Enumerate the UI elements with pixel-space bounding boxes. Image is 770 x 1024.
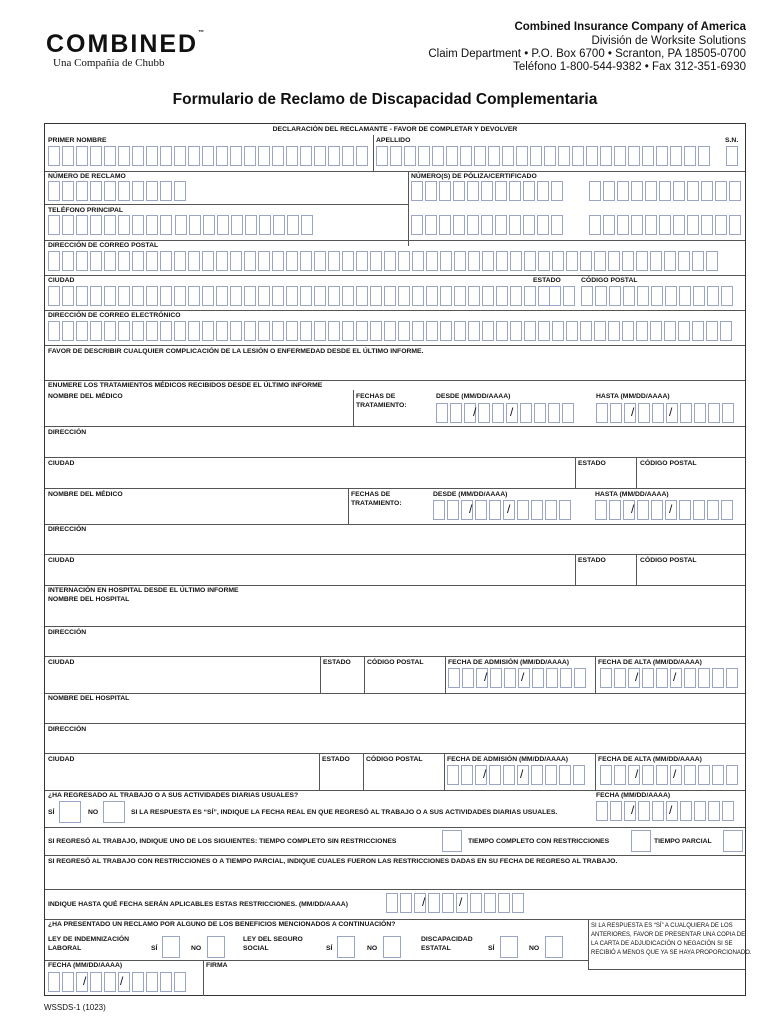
hospital-state-label-2: ESTADO <box>322 756 350 763</box>
signature-label: FIRMA <box>206 962 228 969</box>
phone-label: TELÉFONO PRINCIPAL <box>48 207 124 214</box>
restrictions-until-label: INDIQUE HASTA QUÉ FECHA SERÁN APLICABLES ESTAS RESTRICCIONES. (MM/DD/AAAA) <box>48 901 348 908</box>
last-name-label: APELLIDO <box>376 137 411 144</box>
form-code: WSSDS-1 (1023) <box>44 1003 106 1012</box>
benefits-note-2: ANTERIORES, FAVOR DE PRESENTAR UNA COPIA DE <box>591 932 746 938</box>
policy-number-label: NÚMERO(S) DE PÓLIZA/CERTIFICADO <box>411 173 537 180</box>
doctor-state-label-1: ESTADO <box>578 460 606 467</box>
claim-number-label: NÚMERO DE RECLAMO <box>48 173 126 180</box>
ss-yes-label: SÍ <box>326 945 333 952</box>
admit-date-label-1: FECHA DE ADMISIÓN (MM/DD/AAAA) <box>448 659 570 666</box>
mailing-address-boxes[interactable] <box>48 251 720 271</box>
policy-number-boxes-1[interactable] <box>411 181 565 201</box>
sd-no-checkbox[interactable] <box>545 936 563 958</box>
email-boxes[interactable] <box>48 321 734 341</box>
city-boxes[interactable] <box>48 286 552 306</box>
full-time-no-restrictions-checkbox[interactable] <box>442 830 462 852</box>
return-yes-label: SÍ <box>48 809 55 816</box>
doctor-zip-label-1: CÓDIGO POSTAL <box>640 460 697 467</box>
benefits-note-3: LA CARTA DE ADJUDICACIÓN O NEGACIÓN SI SE <box>591 941 733 947</box>
sd-yes-label: SÍ <box>488 945 495 952</box>
ss-no-label: NO <box>367 945 378 952</box>
middle-initial-box[interactable] <box>726 146 740 166</box>
company-address: Claim Department • P.O. Box 6700 • Scranton, PA 18505-0700 <box>428 48 746 60</box>
benefits-note-1: SI LA RESPUESTA ES “SÍ” A CUALQUIERA DE LOS <box>591 923 733 929</box>
part-time-checkbox[interactable] <box>723 830 743 852</box>
treatment-section-header: ENUMERE LOS TRATAMIENTOS MÉDICOS RECIBIDOS DESDE EL ÚLTIMO INFORME <box>48 382 323 389</box>
treatment-dates-label-2: FECHAS DE <box>351 491 391 498</box>
benefits-note-4: RECIBIÓ A MENOS QUE YA SE HAYA PROPORCIONADO. <box>591 950 752 956</box>
signature-date-boxes[interactable] <box>48 972 188 992</box>
return-date-label: FECHA (MM/DD/AAAA) <box>596 792 671 799</box>
from-date-label-2: DESDE (MM/DD/AAAA) <box>433 491 508 498</box>
division-name: División de Worksite Solutions <box>591 35 746 47</box>
hospital-city-label-2: CIUDAD <box>48 756 75 763</box>
zip-label: CÓDIGO POSTAL <box>581 277 638 284</box>
hospital-state-label-1: ESTADO <box>323 659 351 666</box>
zip-boxes[interactable] <box>581 286 735 306</box>
logo-tagline: Una Compañía de Chubb <box>53 57 165 69</box>
doctor-name-label-2: NOMBRE DEL MÉDICO <box>48 491 123 498</box>
from-date-boxes-1[interactable] <box>436 403 576 423</box>
hospital-city-label-1: CIUDAD <box>48 659 75 666</box>
hospital-zip-label-1: CÓDIGO POSTAL <box>367 659 424 666</box>
labor-yes-checkbox[interactable] <box>162 936 180 958</box>
social-security-label-2: SOCIAL <box>243 945 269 952</box>
to-date-boxes-2[interactable] <box>595 500 735 520</box>
state-disability-label-1: DISCAPACIDAD <box>421 936 473 943</box>
doctor-address-label-2: DIRECCIÓN <box>48 526 87 533</box>
return-work-question: ¿HA REGRESADO AL TRABAJO O A SUS ACTIVIDADES DIARIAS USUALES? <box>48 792 299 799</box>
returned-type-label: SI REGRESÓ AL TRABAJO, INDIQUE UNO DE LOS SIGUIENTES: TIEMPO COMPLETO SIN RESTRICCIONES <box>48 838 397 845</box>
claimant-section-header: DECLARACIÓN DEL RECLAMANTE - FAVOR DE COMPLETAR Y DEVOLVER <box>272 126 518 133</box>
first-name-label: PRIMER NOMBRE <box>48 137 107 144</box>
hospital-section-header: INTERNACIÓN EN HOSPITAL DESDE EL ÚLTIMO INFORME <box>48 587 239 594</box>
signature-field[interactable] <box>209 970 743 994</box>
from-date-boxes-2[interactable] <box>433 500 573 520</box>
first-name-boxes[interactable] <box>48 146 370 166</box>
state-label: ESTADO <box>533 277 561 284</box>
phone-number-boxes[interactable] <box>175 215 315 235</box>
form-title: Formulario de Reclamo de Discapacidad Complementaria <box>172 91 598 108</box>
claim-number-boxes[interactable] <box>48 181 188 201</box>
doctor-address-label-1: DIRECCIÓN <box>48 429 87 436</box>
restrictions-until-boxes[interactable] <box>386 893 526 913</box>
company-name: Combined Insurance Company of America <box>514 21 746 33</box>
return-date-boxes[interactable] <box>596 801 736 821</box>
discharge-date-label-2: FECHA DE ALTA (MM/DD/AAAA) <box>598 756 702 763</box>
to-date-boxes-1[interactable] <box>596 403 736 423</box>
labor-comp-label-1: LEY DE INDEMNIZACIÓN <box>48 936 130 943</box>
doctor-name-label-1: NOMBRE DEL MÉDICO <box>48 393 123 400</box>
discharge-date-boxes-2[interactable] <box>600 765 740 785</box>
sd-no-label: NO <box>529 945 540 952</box>
policy-number-boxes-3[interactable] <box>411 215 565 235</box>
company-logo: COMBINED™ <box>46 30 205 58</box>
social-security-label-1: LEY DEL SEGURO <box>243 936 303 943</box>
last-name-boxes[interactable] <box>376 146 712 166</box>
doctor-state-label-2: ESTADO <box>578 557 606 564</box>
signature-date-label: FECHA (MM/DD/AAAA) <box>48 962 123 969</box>
benefits-question: ¿HA PRESENTADO UN RECLAMO POR ALGUNO DE LOS BENEFICIOS MENCIONADOS A CONTINUACIÓN? <box>48 921 396 928</box>
hospital-zip-label-2: CÓDIGO POSTAL <box>366 756 423 763</box>
discharge-date-boxes-1[interactable] <box>600 668 740 688</box>
return-no-label: NO <box>88 809 99 816</box>
state-boxes[interactable] <box>549 286 577 306</box>
doctor-city-label-2: CIUDAD <box>48 557 75 564</box>
discharge-date-label-1: FECHA DE ALTA (MM/DD/AAAA) <box>598 659 702 666</box>
to-date-label-1: HASTA (MM/DD/AAAA) <box>596 393 670 400</box>
labor-no-checkbox[interactable] <box>207 936 225 958</box>
email-label: DIRECCIÓN DE CORREO ELECTRÓNICO <box>48 312 181 319</box>
treatment-dates-label-1b: TRATAMIENTO: <box>356 402 407 409</box>
restrictions-label: SI REGRESÓ AL TRABAJO CON RESTRICCIONES O A TIEMPO PARCIAL, INDIQUE CUALES FUERON LAS RESTRICCIONES DADAS EN SU FECHA DE REGRESO AL TRABAJO. <box>48 858 618 865</box>
admit-date-label-2: FECHA DE ADMISIÓN (MM/DD/AAAA) <box>447 756 569 763</box>
ss-no-checkbox[interactable] <box>383 936 401 958</box>
sd-yes-checkbox[interactable] <box>500 936 518 958</box>
labor-comp-label-2: LABORAL <box>48 945 82 952</box>
ss-yes-checkbox[interactable] <box>337 936 355 958</box>
return-no-checkbox[interactable] <box>103 801 125 823</box>
full-time-restrictions-label: TIEMPO COMPLETO CON RESTRICCIONES <box>468 838 610 845</box>
labor-yes-label: SÍ <box>151 945 158 952</box>
doctor-city-label-1: CIUDAD <box>48 460 75 467</box>
company-phone: Teléfono 1-800-544-9382 • Fax 312-351-6930 <box>513 61 746 73</box>
hospital-name-label-1: NOMBRE DEL HOSPITAL <box>48 596 130 603</box>
to-date-label-2: HASTA (MM/DD/AAAA) <box>595 491 669 498</box>
doctor-zip-label-2: CÓDIGO POSTAL <box>640 557 697 564</box>
hospital-name-label-2: NOMBRE DEL HOSPITAL <box>48 695 130 702</box>
policy-number-boxes-4[interactable] <box>589 215 743 235</box>
policy-number-boxes-2[interactable] <box>589 181 743 201</box>
mailing-address-label: DIRECCIÓN DE CORREO POSTAL <box>48 242 159 249</box>
admit-date-boxes-2[interactable] <box>447 765 587 785</box>
city-label: CIUDAD <box>48 277 75 284</box>
treatment-dates-label-2b: TRATAMIENTO: <box>351 500 402 507</box>
claim-form: DECLARACIÓN DEL RECLAMANTE - FAVOR DE COMPLETAR Y DEVOLVER PRIMER NOMBRE APELLIDO S.N. NÚMERO DE RECLAMO NÚMERO(S) DE PÓLIZA/CERTIFICADO TELÉFONO PRINCIPAL DIRECCIÓN DE CORREO POSTAL CIUDAD ESTADO CÓDIGO POSTAL DIRECCIÓN DE CORREO ELECTRÓNICO FAVOR DE DESCRIBIR CUALQUIER COMPLICACIÓN DE LA LESIÓN O ENFERMEDAD DESDE EL ÚLTIMO INFORME. ENUMERE LOS TRATAMIENTOS MÉDICOS RECIBIDOS DESDE EL ÚLTIMO INFORME NOMBRE DEL MÉDICO FECHAS DE TRATAMIENTO: DESDE (MM/DD/AAAA) / / HASTA (MM/DD/AAAA) / / DIRECCIÓN CIUDAD ESTADO CÓDIGO POSTAL NOMBRE DEL MÉDICO FECHAS DE TRATAMIENTO: DESDE (MM/DD/AAAA) / / HASTA (MM/DD/AAAA) / / DIRECCIÓN CIUDAD ESTADO CÓDIGO POSTAL INTERNACIÓN EN HOSPITAL DESDE EL ÚLTIMO INFORME NOMBRE DEL HOSPITAL DIRECCIÓN CIUDAD ESTADO CÓDIGO POSTAL FECHA DE ADMISIÓN (MM/DD/AAAA) / / FECHA DE ALTA (MM/DD/AAAA) / / NOMBRE DEL HOSPITAL DIRECCIÓN CIUDAD ESTADO CÓDIGO POSTAL FECHA DE ADMISIÓN (MM/DD/AAAA) / / FECHA DE ALTA (MM/DD/AAAA) / / ¿HA REGRESADO AL TRABAJO O A SUS ACTIVIDADES DIARIAS USUALES? FECHA (MM/DD/AAAA) SÍ NO SI LA RESPUESTA ES “SÍ”, INDIQUE LA FECHA REAL EN QUE REGRESÓ AL TRABAJO O A SUS ACTIVIDADES DIARIAS USUALES. / / SI REGRESÓ AL TRABAJO, INDIQUE UNO DE LOS SIGUIENTES: TIEMPO COMPLETO SIN RESTRICCIONES TIEMPO COMPLETO CON RESTRICCIONES TIEMPO PARCIAL SI REGRESÓ AL TRABAJO CON RESTRICCIONES O A TIEMPO PARCIAL, INDIQUE CUALES FUERON LAS RESTRICCIONES DADAS EN SU FECHA DE REGRESO AL TRABAJO. INDIQUE HASTA QUÉ FECHA SERÁN APLICABLES ESTAS RESTRICCIONES. (MM/DD/AAAA) / / ¿HA PRESENTADO UN RECLAMO POR ALGUNO DE LOS BENEFICIOS MENCIONADOS A CONTINUACIÓN? SI LA RESPUESTA ES “SÍ” A CUALQUIERA DE LOS ANTERIORES, FAVOR DE PRESENTAR UNA COPIA DE LA CARTA DE ADJUDICACIÓN O NEGACIÓN SI SE RECIBIÓ A MENOS QUE YA SE HAYA PROPORCIONADO. LEY DE INDEMNIZACIÓN LABORAL SÍ NO LEY DEL SEGURO SOCIAL SÍ NO DISCAPACIDAD ESTATAL SÍ NO FECHA (MM/DD/AAAA) / / FIRMA <box>44 123 746 996</box>
return-yes-checkbox[interactable] <box>59 801 81 823</box>
full-time-restrictions-checkbox[interactable] <box>631 830 651 852</box>
admit-date-boxes-1[interactable] <box>448 668 588 688</box>
middle-initial-label: S.N. <box>725 137 739 144</box>
treatment-dates-label-1: FECHAS DE <box>356 393 396 400</box>
return-if-yes-label: SI LA RESPUESTA ES “SÍ”, INDIQUE LA FECHA REAL EN QUE REGRESÓ AL TRABAJO O A SUS ACTIVIDADES DIARIAS USUALES. <box>131 809 558 816</box>
complications-label: FAVOR DE DESCRIBIR CUALQUIER COMPLICACIÓN DE LA LESIÓN O ENFERMEDAD DESDE EL ÚLTIMO INFORME. <box>48 348 424 355</box>
labor-no-label: NO <box>191 945 202 952</box>
state-disability-label-2: ESTATAL <box>421 945 451 952</box>
hospital-address-label-2: DIRECCIÓN <box>48 726 87 733</box>
part-time-label: TIEMPO PARCIAL <box>654 838 712 845</box>
from-date-label-1: DESDE (MM/DD/AAAA) <box>436 393 511 400</box>
hospital-address-label-1: DIRECCIÓN <box>48 629 87 636</box>
phone-area-boxes[interactable] <box>48 215 174 235</box>
